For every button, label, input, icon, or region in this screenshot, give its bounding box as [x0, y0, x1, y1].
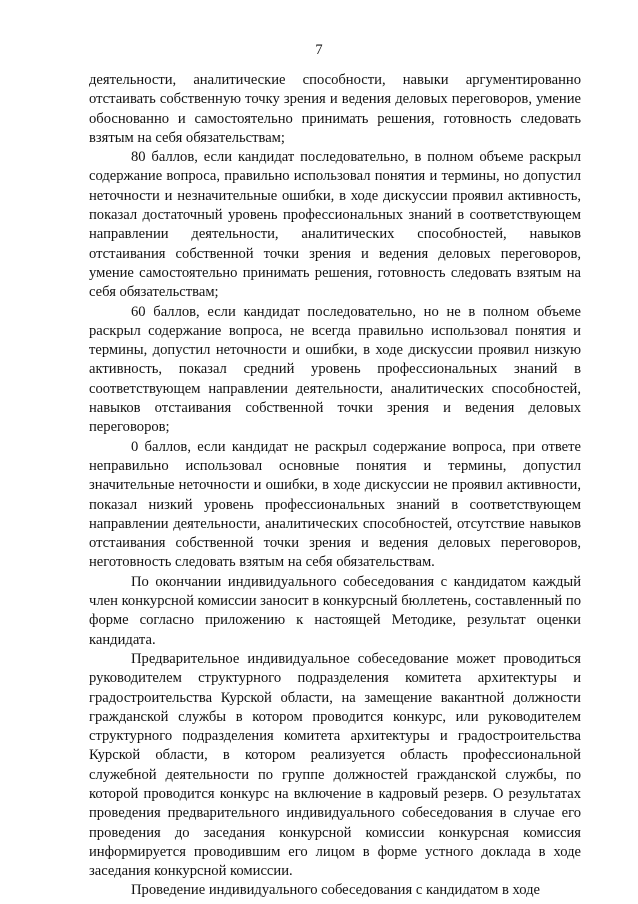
paragraph-preliminary-interview: Предварительное индивидуальное собеседование может проводиться руководителем структурного подразделения комитета архитектуры и градостроительства Курской области, на замещение вакантной должности гражданской службы в котором проводится конкурс, или руководителем структурного подразделения комитета архитектуры и градостроительства Курской области, в котором реализуется область профессиональной служебной деятельности по группе должностей гражданской службы, по которой проводится конкурс на включение в кадровый резерв. О результатах проведения предварительного индивидуального собеседования в случае его проведения до заседания конкурсной комиссии конкурсная комиссия информируется проводившим его лицом в форме устного доклада в ходе заседания конкурсной комиссии.: [89, 650, 581, 880]
document-body: [89, 71, 581, 901]
page-number: 7: [315, 42, 323, 58]
paragraph-80-points: 80 баллов, если кандидат последовательно, в полном объеме раскрыл содержание вопроса, правильно использовал понятия и термины, но допустил неточности и незначительные ошибки, в ходе дискуссии проявил активность, показал достаточный уровень профессиональных знаний в соответствующем направлении деятельности, аналитических способностей, навыков отстаивания собственной точки зрения и ведения деловых переговоров, умение самостоятельно принимать решения, готовность следовать взятым на себя обязательствам;: [89, 149, 581, 301]
paragraph-interview-conduct: Проведение индивидуального собеседования с кандидатом в ходе: [131, 882, 541, 899]
paragraph-continuation: деятельности, аналитические способности, навыки аргументированно отстаивать собственную точку зрения и ведения деловых переговоров, умение обоснованно и самостоятельно принимать решения, готовность следовать взятым на себя обязательствам;: [89, 72, 581, 146]
paragraph-60-points: 60 баллов, если кандидат последовательно, но не в полном объеме раскрыл содержание вопроса, не всегда правильно использовал понятия и термины, допустил неточности и ошибки, в ходе дискуссии проявил низкую активность, показал средний уровень профессиональных знаний в соответствующем направлении деятельности, аналитических способностей, навыков отстаивания собственной точки зрения и ведения деловых переговоров;: [89, 303, 581, 436]
paragraph-0-points: 0 баллов, если кандидат не раскрыл содержание вопроса, при ответе неправильно использовал основные понятия и термины, допустил значительные неточности и ошибки, в ходе дискуссии не проявил активности, показал низкий уровень профессиональных знаний в соответствующем направлении деятельности, аналитических способностей, отсутствие навыков отстаивания собственной точки зрения и ведения деловых переговоров, неготовность следовать взятым на себя обязательствам.: [89, 438, 581, 571]
paragraph-interview-results: По окончании индивидуального собеседования с кандидатом каждый член конкурсной комиссии заносит в конкурсный бюллетень, составленный по форме согласно приложению к настоящей Методике, результат оценки кандидата.: [89, 573, 581, 648]
